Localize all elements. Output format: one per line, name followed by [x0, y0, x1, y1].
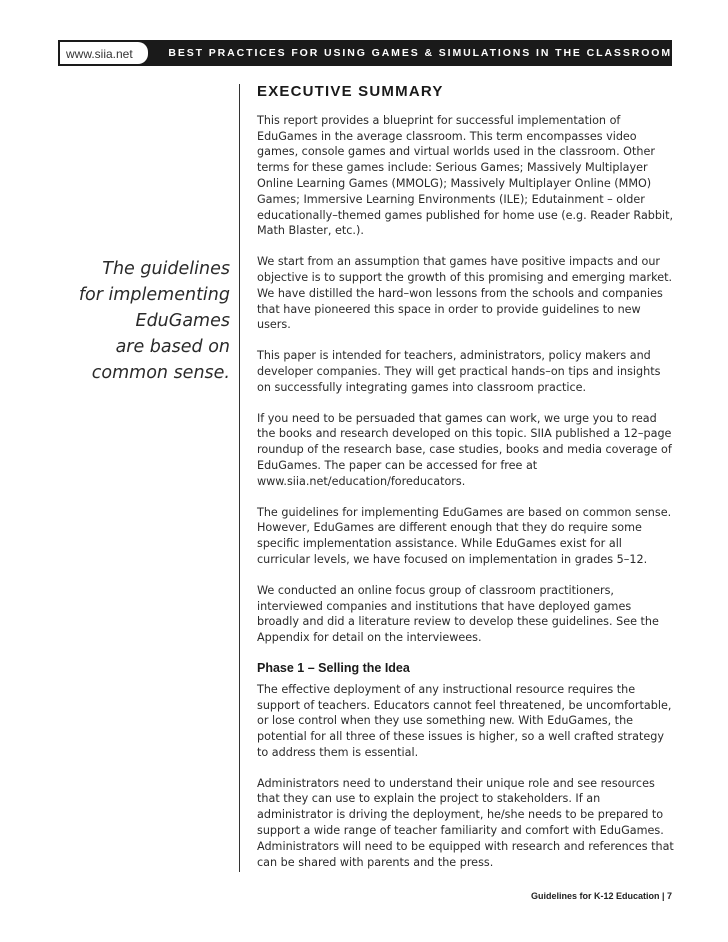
header-bar — [58, 40, 672, 66]
paragraph: We start from an assumption that games have positive impacts and our objective is to support the growth of this promising and emerging market. We have distilled the hard–won lessons from the schools and companies that have pioneered this space in order to provide guidelines to new users. — [257, 255, 673, 332]
pull-quote-line: are based on — [115, 337, 230, 357]
column-divider — [239, 84, 240, 872]
paragraph: This report provides a blueprint for successful implementation of EduGames in the average classroom. This term encompasses video games, console games and virtual worlds used in the classroom. Other terms for these games include: Serious Games; Massively Multiplayer Online Learning Games (MMOLG); Massively Multiplayer Online (MMO) Games; Immersive Learning Environments (ILE); Edutainment – older educationally–themed games published for home use (e.g. Reader Rabbit, Math Blaster, etc.). — [257, 113, 674, 238]
main-content — [257, 84, 675, 885]
pull-quote-line: The guidelines — [102, 259, 230, 279]
paragraph: The effective deployment of any instructional resource requires the support of teachers. Educators cannot feel threatened, be uncomfortable, or lose control when they use something new. With EduGames, the potential for all three of these issues is higher, so a well crafted strategy to address them is essential. — [257, 682, 672, 759]
paragraph: Administrators need to understand their unique role and see resources that they can use to explain the project to stakeholders. If an administrator is driving the deployment, he/she needs to be prepared to support a wide range of teacher familiarity and comfort with EduGames. Administrators will need to be equipped with research and references that can be shared with parents and the press. — [257, 776, 674, 869]
header-title: BEST PRACTICES FOR USING GAMES & SIMULATIONS IN THE CLASSROOM — [168, 47, 672, 59]
pull-quote — [60, 256, 230, 386]
pull-quote-line: common sense. — [91, 363, 230, 383]
phase1-heading: Phase 1 – Selling the Idea — [257, 660, 410, 675]
header-url: www.siia.net — [60, 42, 148, 64]
paragraph: If you need to be persuaded that games can work, we urge you to read the books and research developed on this topic. SIIA published a 12–page roundup of the research base, case studies, books and media coverage of EduGames. The paper can be accessed for free at www.siia.net/education/foreducators. — [257, 411, 672, 488]
pull-quote-line: for implementing — [78, 285, 230, 305]
section-title: EXECUTIVE SUMMARY — [257, 83, 444, 100]
page-footer: Guidelines for K-12 Education | 7 — [530, 891, 672, 901]
paragraph: The guidelines for implementing EduGames are based on common sense. However, EduGames are different enough that they do require some specific implementation assistance. While EduGames exist for all curricular levels, we have focused on implementation in grades 5–12. — [257, 505, 672, 566]
paragraph: This paper is intended for teachers, administrators, policy makers and developer companies. They will get practical hands–on tips and insights on successfully integrating games into classroom practice. — [257, 349, 661, 394]
pull-quote-line: EduGames — [135, 311, 230, 331]
paragraph: We conducted an online focus group of classroom practitioners, interviewed companies and institutions that have deployed games broadly and did a literature review to develop these guidelines. See the Appendix for detail on the interviewees. — [257, 583, 659, 645]
